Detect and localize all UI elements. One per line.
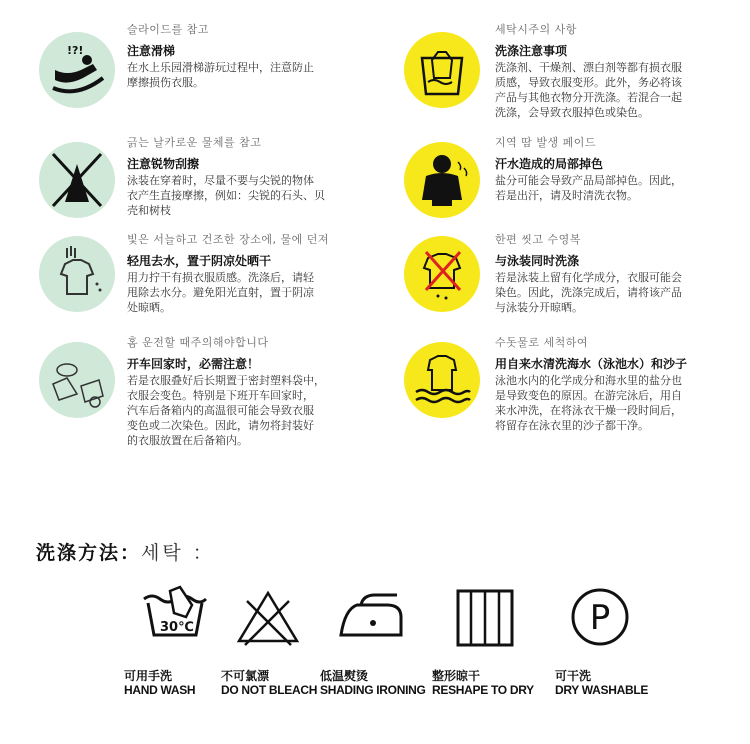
note-kr: 홈 운전할 때주의해야합니다 (127, 336, 269, 349)
note-kr: 긁는 날카로운 물체를 참고 (127, 136, 262, 149)
symbol-en: DRY WASHABLE (555, 683, 649, 697)
symbol-en: RESHAPE TO DRY (432, 683, 534, 697)
symbol-en: HAND WASH (124, 683, 196, 697)
note-title: 与泳装同时洗涤 (495, 254, 580, 268)
note-body: 盐分可能会导致产品局部掉色。因此， 若是出汗，请及时清洗衣物。 (495, 174, 682, 202)
symbol-cn: 可干洗 (555, 669, 592, 683)
note-body: 若是泳装上留有化学成分，衣服可能会 染色。因此，洗涤完成后，请将该产品 与泳装分开晾晒。 (495, 271, 682, 314)
note-title: 开车回家时，必需注意！ (127, 357, 260, 371)
note-body: 泳装在穿着时，尽量不要与尖锐的物体 衣产生直接摩擦，例如：尖锐的石头、贝 壳和树枝 (127, 174, 325, 217)
symbol-dry-clean (545, 585, 655, 697)
sharp-object-icon (37, 140, 117, 220)
symbol-en: DO NOT BLEACH (221, 683, 318, 697)
note-kr: 지역 땀 발생 페이드 (495, 136, 596, 149)
note-body: 用力拧干有损衣服质感。洗涤后，请轻 甩除去水分。避免阳光直射，置于阴凉 处晾晒。 (127, 271, 314, 314)
reshape-dry-icon (450, 585, 520, 649)
separate-wash-icon (402, 234, 482, 314)
hand-wash-icon (140, 585, 210, 649)
note-body: 在水上乐园滑梯游玩过程中，注意防止 摩擦损伤衣服。 (127, 61, 314, 89)
note-kr: 빛은 서늘하고 건조한 장소에, 물에 던져 (127, 233, 329, 246)
note-title: 注意锐物刮擦 (127, 157, 200, 171)
dry-clean-icon (565, 585, 635, 649)
washing-method-title: 洗涤方法：세탁 ： (36, 542, 215, 564)
svg-text:30℃: 30℃ (160, 620, 194, 635)
note-title: 洗涤注意事项 (495, 44, 568, 58)
note-body: 泳池水内的化学成分和海水里的盐分也 是导致变色的原因。在游完泳后，用自 来水冲洗，在将泳衣干燥一段时间后， 将留存在泳衣里的沙子都干净。 (495, 374, 682, 432)
slide-icon (37, 30, 117, 110)
symbol-cn: 可用手洗 (124, 669, 173, 683)
note-kr: 슬라이드를 참고 (127, 23, 209, 36)
shade-dry-icon (37, 234, 117, 314)
symbol-en: SHADING IRONING (320, 683, 426, 697)
symbol-cn: 整形晾干 (432, 669, 481, 683)
note-body: 若是衣服叠好后长期置于密封塑料袋中， 衣服会变色。特别是下班开车回家时， 汽车后备箱内的高温很可能会导致衣服 变色或二次染色。因此，请勿将封装好 的衣服放置在后备箱内。 (127, 374, 325, 447)
symbol-no-bleach (213, 585, 323, 697)
note-title: 用自来水清洗海水（泳池水）和沙子 (495, 357, 688, 371)
symbol-reshape-dry (430, 585, 540, 697)
car-icon (37, 340, 117, 420)
svg-text:P: P (589, 598, 611, 638)
sweat-icon (402, 140, 482, 220)
note-body: 洗涤剂、干燥剂、漂白剂等都有损衣服 质感，导致衣服变形。此外，务必将该 产品与其他衣物分开洗涤。若混合一起 洗涤，会导致衣服掉色或染色。 (495, 61, 682, 119)
symbol-cn: 低温熨烫 (320, 669, 369, 683)
note-kr: 수돗물로 세척하여 (495, 336, 589, 349)
note-title: 汗水造成的局部掉色 (495, 157, 604, 171)
note-title: 注意滑梯 (127, 44, 176, 58)
washing-tub-icon (402, 30, 482, 110)
no-bleach-icon (233, 585, 303, 649)
note-title: 轻甩去水，置于阴凉处晒干 (127, 254, 272, 268)
tap-water-icon (402, 340, 482, 420)
symbol-low-iron (316, 585, 426, 697)
svg-text:!?!: !?! (67, 44, 84, 57)
low-iron-icon (331, 585, 411, 649)
note-kr: 한편 씻고 수영복 (495, 233, 581, 246)
note-kr: 세탁시주의 사항 (495, 23, 577, 36)
symbol-cn: 不可氯漂 (221, 669, 270, 683)
